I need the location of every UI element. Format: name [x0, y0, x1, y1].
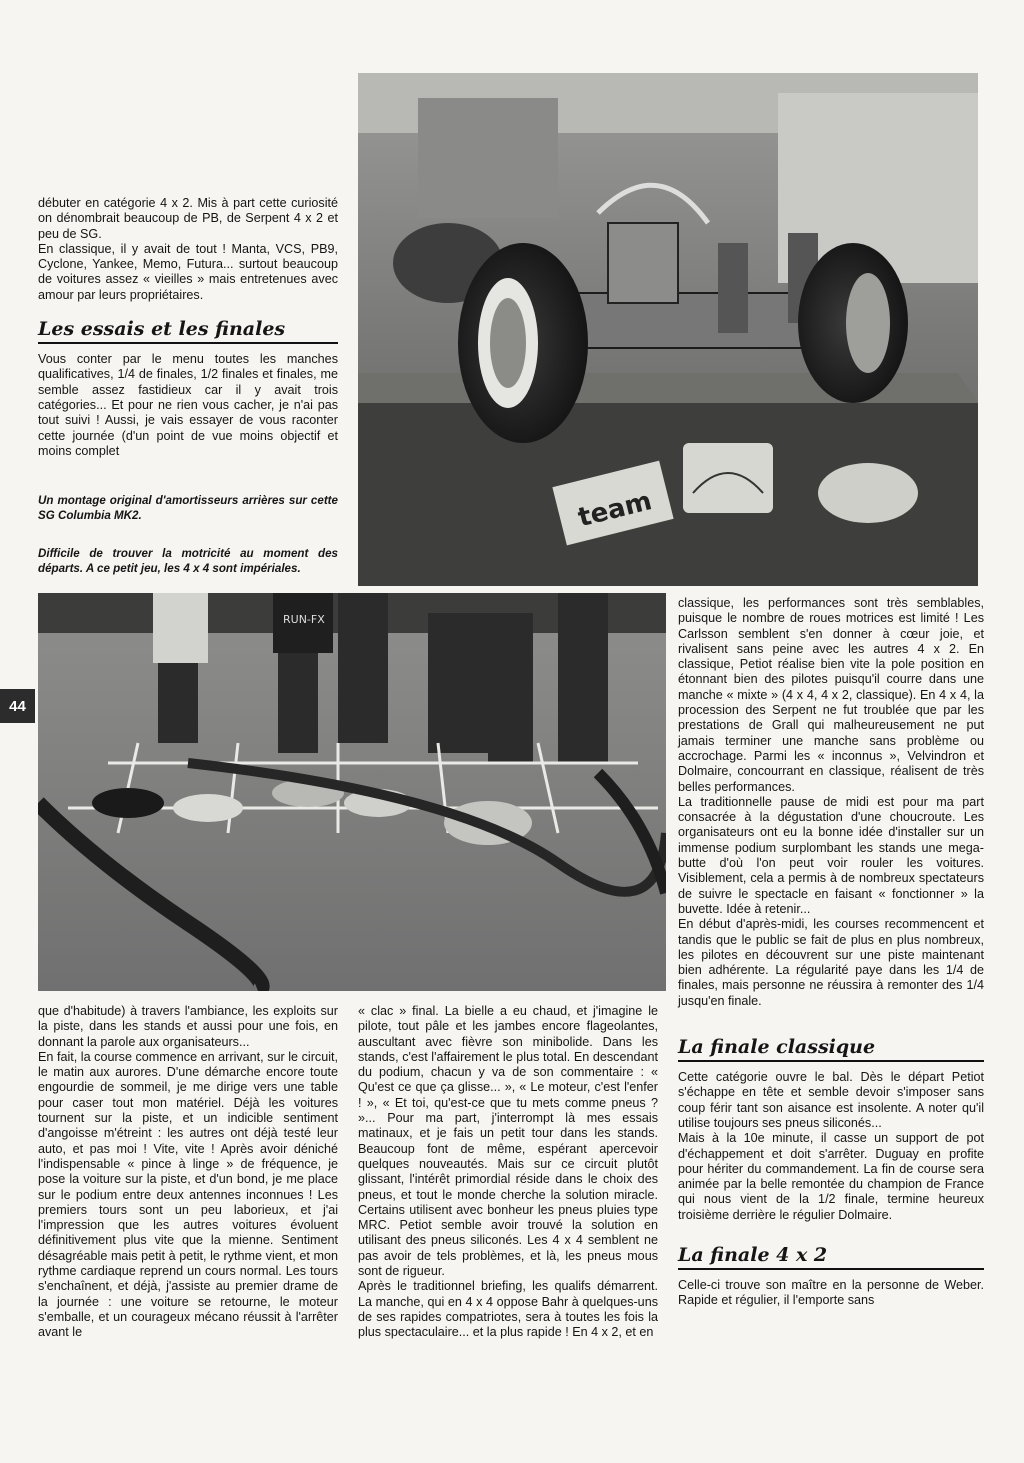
body-paragraph: Après le traditionnel briefing, les qualifs démarrent. La manche, qui en 4 x 4 oppose Bahr à quelques-uns de ses rapides compatriotes, sera à toutes les fois la plus spectaculaire... et la plus rapide ! En 4 x 2, et en — [358, 1279, 658, 1340]
body-paragraph: « clac » final. La bielle a eu chaud, et j'imagine le pilote, tout pâle et les jambes encore flageolantes, auscultant avec fièvre son minibolide. Dans les stands, c'est l'affairement le plus total. En descendant du podium, chacun y va de son commentaire : « Qu'est ce que ça glisse... », « Le moteur, c'est l'enfer ! », « Et toi, qu'est-ce que tu mets comme pneus ? »... Pour ma part, j'interrompt là mes essais matinaux, et je fais un petit tour dans les stands. Beaucoup font de même, espérant apercevoir quelques nouveautés. Mais sur ce circuit plutôt glissant, l'intérêt primordial réside dans le choix des pneus, et tout le monde cherche la solution miracle. Certains utilisent avec bonheur les pneus pluies type MRC. Petiot semble avoir trouvé la solution en utilisant des pneus siliconés. Les 4 x 4 semblent ne pas avoir de tels problèmes, et là, les pneus mous sont de rigueur. — [358, 1004, 658, 1279]
photo-text-team: team — [575, 486, 655, 534]
body-paragraph: La traditionnelle pause de midi est pour ma part consacrée à la dégustation d'une choucroute. Les organisateurs ont eu la bonne idée d'installer sur un immense podium surplombant les stands une mega-butte d'où l'on peut voir rouler les voitures. Visiblement, cela a permis à de nombreux spectateurs de suivre le spectacle en faisant « fonctionner » la buvette. Idée à retenir... — [678, 794, 984, 916]
intro-column — [38, 196, 338, 459]
finale-4x2-paragraph: Celle-ci trouve son maître en la personne de Weber. Rapide et régulier, il l'emporte sans — [678, 1277, 984, 1308]
photo-rc-car-closeup — [358, 73, 978, 586]
body-paragraph: En fait, la course commence en arrivant, sur le circuit, le matin aux aurores. D'une démarche encore toute engourdie de sommeil, je me dirige vers une table pour caser tout mon matériel. Déjà les voitures tournent sur la piste, et un indicible sentiment d'angoisse m'étreint : les autres ont déjà testé leur auto, et pas moi ! Vite, vite ! Après avoir déniché l'indispensable « pince à linge » de fréquence, je pose la voiture sur la piste, et d'un bond, je me place sur le podium entre deux antennes inconnues ! Les premiers tours sont un peu laborieux, et j'ai l'impression que les autres voitures évoluent définitivement plus vite que la mienne. Sentiment désagréable mais petit à petit, le rythme vient, et mon rythme cardiaque reprend un cours normal. Les tours s'enchaînent, et déjà, j'assiste au premier drame de la journée : une voiture se retourne, le moteur s'emballe, et un courageux mécano réussit à l'arrêter avant le — [38, 1049, 338, 1340]
intro-paragraph: En classique, il y avait de tout ! Manta, VCS, PB9, Cyclone, Yankee, Memo, Futura... surtout beaucoup de voitures assez « vieilles » mais entretenues avec amour par leurs propriétaires. — [38, 241, 338, 302]
heading-essais-finales: Les essais et les finales — [38, 317, 338, 344]
intro-paragraph: débuter en catégorie 4 x 2. Mis à part cette curiosité on dénombrait beaucoup de PB, de Serpent 4 x 2 et peu de SG. — [38, 196, 338, 241]
body-paragraph: classique, les performances sont très semblables, puisque le nombre de roues motrices est limité ! Les Carlsson semblent s'en donner à cœur joie, et rivalisent sans peine avec les autres 4 x 2. En classique, Petiot réalise bien vite la pole position en étonnant bien des pilotes puisqu'il courre dans une manche « mixte » (4 x 4, 4 x 2, classique). En 4 x 4, la procession des Serpent ne fut troublée que par les prestations de Grall qui malheureusement ne put jamais terminer une manche sans problème ou accrochage. Parmi les « inconnus », Velvindron et Dolmaire, concourrant en classique, réalisent de très belles performances. — [678, 596, 984, 794]
caption-motricite: Difficile de trouver la motricité au moment des départs. A ce petit jeu, les 4 x 4 sont impériales. — [38, 547, 338, 575]
body-column-3 — [678, 596, 984, 1309]
heading-finale-4x2: La finale 4 x 2 — [678, 1243, 984, 1270]
classique-paragraph: Cette catégorie ouvre le bal. Dès le départ Petiot s'échappe en tête et semble devoir s'imposer sans coup férir tant son aisance est insolente. A noter qu'il utilise toujours ses pneus siliconés... — [678, 1070, 984, 1130]
essais-paragraph: Vous conter par le menu toutes les manches qualificatives, 1/4 de finales, 1/2 finales et finales, me semble assez fastidieux car il y avait trois catégories... Et pour ne rien vous cacher, je n'ai pas tout suivi ! Aussi, je vais essayer de vous raconter cette journée (d'un point de vue moins objectif et moins complet — [38, 352, 338, 458]
page-number: 44 — [0, 689, 35, 723]
starting-grid-image — [38, 593, 666, 991]
body-column-2 — [358, 1004, 658, 1341]
body-paragraph: que d'habitude) à travers l'ambiance, les exploits sur la piste, dans les stands et aussi pour une fois, en donnant la parole aux organisateurs... — [38, 1004, 338, 1049]
rc-car-closeup-image — [358, 73, 978, 586]
body-paragraph: En début d'après-midi, les courses recommencent et tandis que le public se fait de plus en plus nombreux, les pilotes en découvrent sur une piste maintenant bien adhérente. La régularité paye dans les 1/4 de finales, mais personne ne réussira à remonter des 1/4 jusqu'en finale. — [678, 917, 984, 1008]
heading-finale-classique: La finale classique — [678, 1035, 984, 1062]
photo-starting-grid — [38, 593, 666, 991]
photo-text-runfx: RUN-FX — [283, 613, 325, 626]
body-column-1 — [38, 1004, 338, 1341]
classique-paragraph: Mais à la 10e minute, il casse un support de pot d'échappement et doit s'arrêter. Duguay en profite pour hériter du commandement. La fin de course sera animée par la belle remontée du champion de France qui nous vient de la 1/2 finale, termine heureux troisième derrière le régulier Dolmaire. — [678, 1131, 984, 1222]
caption-shock-absorbers: Un montage original d'amortisseurs arrières sur cette SG Columbia MK2. — [38, 494, 338, 522]
